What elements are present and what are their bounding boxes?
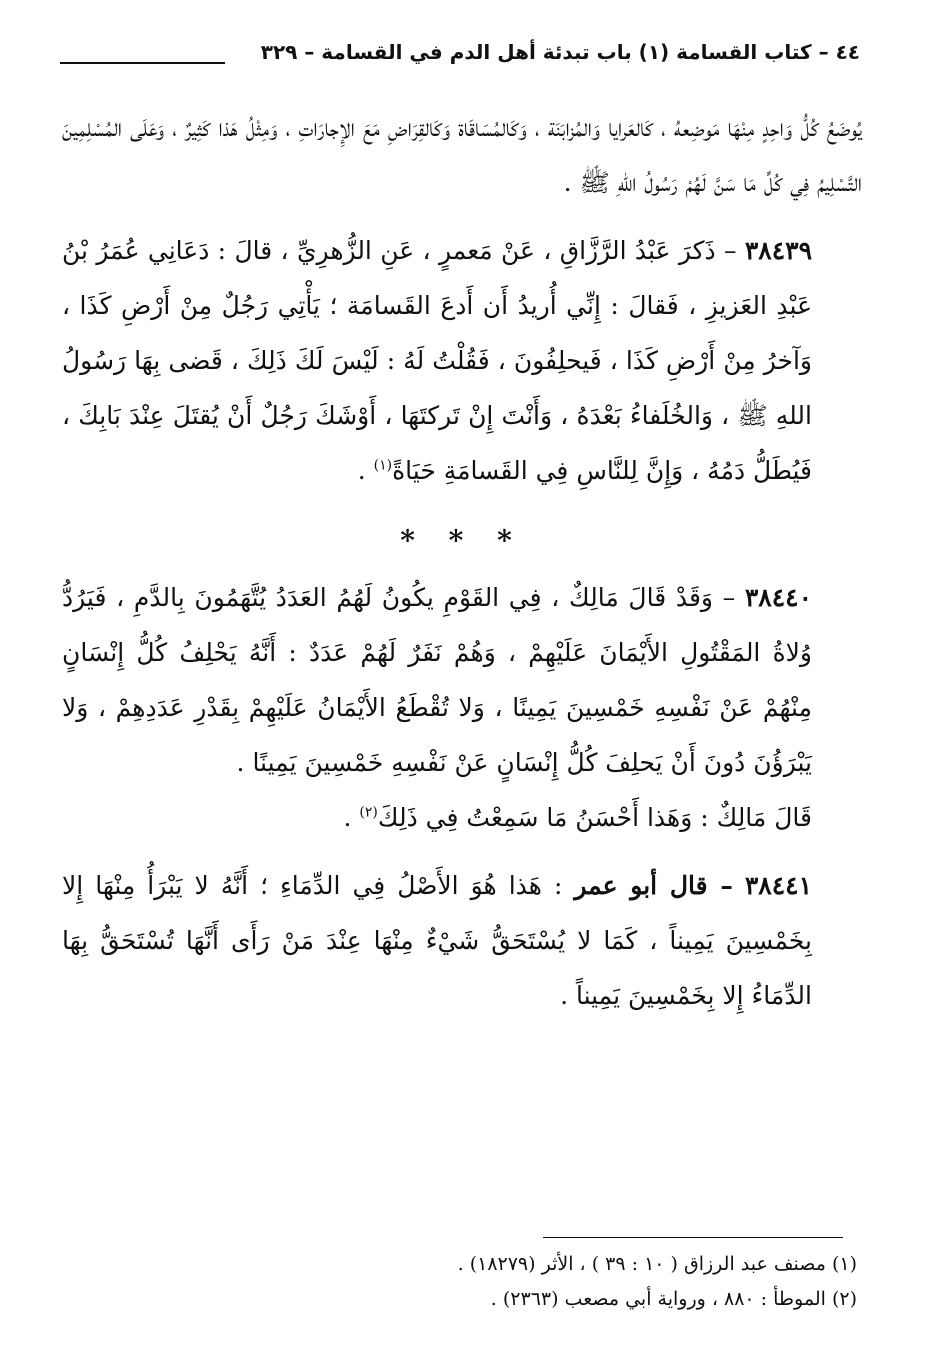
sentence-end: . xyxy=(357,456,374,485)
paragraph-malik-statement xyxy=(62,790,862,845)
footnote-ref: (٢) xyxy=(359,804,378,821)
hadith-number: ٣٨٤٤١ xyxy=(744,871,812,900)
section-separator: * * * xyxy=(400,524,524,557)
footnote-2: (٢) الموطأ : ٨٨٠ ، ورواية أبي مصعب (٢٣٦٣) . xyxy=(490,1288,857,1310)
hadith-number: ٣٨٤٣٩ xyxy=(744,236,812,265)
paragraph-text: – ذَكرَ عَبْدُ الرَّزَّاقِ ، عَنْ مَعمرٍ ، عَنِ الزُّهرِيِّ ، قالَ : دَعَانِي عُمَرُ بْنُ عَبْدِ العَزيزِ ، فَقالَ : إِنِّي أُريدُ أَن أَدعَ القَسامَة ؛ يَأْتِي رَجُلٌ مِنْ أَرْضِ كَذَا ، وَآخرُ مِنْ أَرْضِ كَذَا ، فَيحلِفُونَ ، فَقُلْتُ لَهُ : لَيْسَ لَكَ ذَلِكَ ، قَضى بِهَا رَسُولُ اللهِ ﷺ ، وَالخُلَفاءُ بَعْدَهُ ، وَأَنْتَ إِنْ تَركتَهَا ، أَوْشَكَ رَجُلٌ أَنْ يُقتَلَ عِنْدَ بَابِكَ ، فَيُطَلُّ دَمُهُ ، وَإِنَّ لِلنَّاسِ فِي القَسامَةِ حَيَاةً xyxy=(62,236,812,485)
footnote-1: (١) مصنف عبد الرزاق ( ١٠ : ٣٩ ) ، الأثر (١٨٢٧٩) . xyxy=(457,1253,857,1275)
paragraph-text: : هَذا هُوَ الأَصْلُ فِي الدِّمَاءِ ؛ أَنَّهُ لا يَبْرَأُ مِنْهَا إِلا بِخَمْسِينَ يَمِيناً ، كَمَا لا يُسْتَحَقُّ شَيْءٌ مِنْهَا عِنْدَ مَنْ رَأَى أَنَّهَا تُسْتَحَقُّ بِهَا الدِّمَاءُ إِلا بِخَمْسِينَ يَمِيناً . xyxy=(62,871,812,1010)
footnote-rule xyxy=(543,1237,843,1238)
running-title: ٤٤ – كتاب القسامة (١) باب تبدئة أهل الدم في القسامة – ٣٢٩ xyxy=(260,40,860,64)
footnote-ref: (١) xyxy=(373,457,393,474)
sentence-end: . xyxy=(343,803,360,832)
header-rule xyxy=(60,62,225,64)
paragraph-continuation: يُوضَعُ كُلُّ وَاحِدٍ مِنْهَا مَوضِعهُ ، كَالعَرايا وَالمُزابَنَة ، وَكَالمُسَاقَاة وَكَالقِرَاضِ مَعَ الإِجارَاتِ ، وَمِثْلُ هَذا كَثِيرٌ ، وَعَلَى المُسْلِمِينَ التَّسْلِيمُ فِي كُلِّ مَا سَنَّ لَهُمْ رَسُولُ اللهِ ﷺ . xyxy=(62,113,862,197)
paragraph-38439 xyxy=(62,223,862,498)
speaker-label: – قال أبو عمر xyxy=(574,871,733,900)
hadith-number: ٣٨٤٤٠ xyxy=(744,583,812,612)
paragraph-text: – وَقَدْ قَالَ مَالِكٌ ، فِي القَوْمِ يكُونُ لَهُمُ العَدَدُ يُتَّهَمُونَ بِالدَّمِ ، فَيَرُدُّ وُلاةُ المَقْتُولِ الأَيْمَانَ عَلَيْهِمْ ، وَهُمْ نَفَرٌ لَهُمْ عَدَدٌ : أَنَّهُ يَحْلِفُ كُلُّ إِنْسَانٍ مِنْهُمْ عَنْ نَفْسِهِ خَمْسِينَ يَمِينًا ، وَلا تُقْطَعُ الأَيْمَانُ عَلَيْهِمْ بِقَدْرِ عَدَدِهِمْ ، وَلا يَبْرَؤُنَ دُونَ أَنْ يَحلِفَ كُلُّ إِنْسَانٍ عَنْ نَفْسِهِ خَمْسِينَ يَمِينًا . xyxy=(62,583,812,777)
paragraph-text: قَالَ مَالِكٌ : وَهَذا أَحْسَنُ مَا سَمِعْتُ فِي ذَلِكَ xyxy=(377,803,812,832)
body-text xyxy=(62,100,862,1023)
paragraph-38441 xyxy=(62,858,862,1023)
page-header xyxy=(60,36,860,76)
footnotes xyxy=(62,1247,857,1317)
paragraph-38440 xyxy=(62,570,862,790)
